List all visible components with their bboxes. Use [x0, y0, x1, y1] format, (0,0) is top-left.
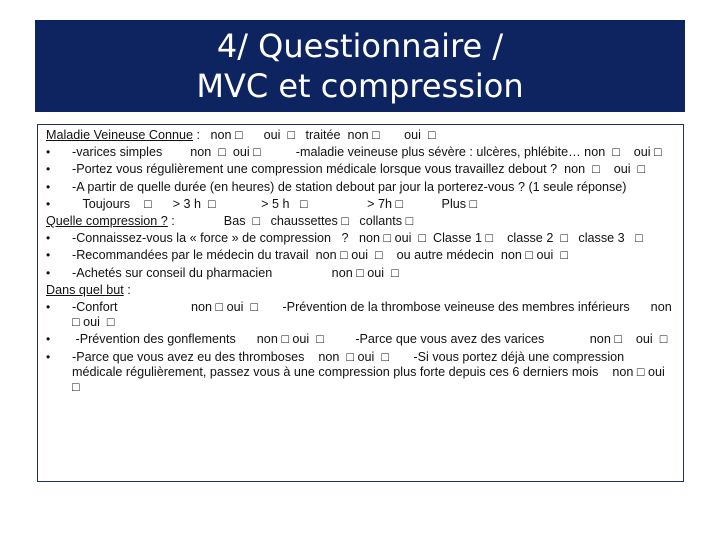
question-varices: [46, 145, 673, 160]
bullet-dot: •: [46, 162, 51, 177]
title-line-2: MVC et compression: [196, 67, 524, 105]
question-text: -varices simples non □ oui □ -maladie veineuse plus sévère : ulcères, phlébite… non □ oui □: [72, 145, 662, 160]
question-text: -Confort non □ oui □ -Prévention de la thrombose veineuse des membres inférieurs non □ oui □: [72, 300, 676, 330]
question-thromboses: [46, 350, 673, 396]
title-banner: [35, 20, 685, 112]
section-heading-label: Dans quel but: [46, 282, 124, 297]
questionnaire-box: [37, 124, 684, 482]
title-line-1: 4/ Questionnaire /: [216, 27, 504, 65]
section-heading-compression: [46, 214, 673, 229]
question-port-compression: [46, 162, 673, 177]
bullet-dot: •: [46, 231, 51, 246]
bullet-dot: •: [46, 145, 51, 160]
section-heading-label: Maladie Veineuse Connue: [46, 128, 194, 142]
bullet-dot: •: [46, 349, 51, 364]
bullet-dot: •: [46, 179, 51, 194]
question-text: -Prévention des gonflements non □ oui □ -Parce que vous avez des varices non □ oui □: [72, 332, 668, 347]
bullet-dot: •: [46, 196, 51, 211]
question-duree-options: [46, 197, 673, 212]
question-pharmacien: [46, 266, 673, 281]
bullet-dot: •: [46, 265, 51, 280]
question-text: -Parce que vous avez eu des thromboses non □ oui □ -Si vous portez déjà une compression médicale régulièrement, passez vous à une compression plus forte depuis ces 6 derniers mois non □ oui □: [72, 349, 672, 395]
question-text: -A partir de quelle durée (en heures) de station debout par jour la porterez-vous ? (1 seule réponse): [72, 179, 627, 194]
section-heading-label: Quelle compression ?: [46, 214, 168, 229]
question-recommandees: [46, 248, 673, 263]
question-confort: [46, 300, 676, 330]
question-text: Toujours □ > 3 h □ > 5 h □ > 7h □ Plus □: [72, 196, 478, 211]
heading-options: :: [123, 282, 131, 297]
bullet-dot: •: [46, 300, 51, 315]
section-heading-maladie: [46, 128, 673, 143]
bullet-dot: •: [46, 332, 51, 347]
question-text: -Achetés sur conseil du pharmacien non □ oui □: [72, 265, 399, 280]
question-duree: [46, 180, 673, 195]
question-text: -Portez vous régulièrement une compression médicale lorsque vous travaillez debout ? non □ oui □: [72, 162, 646, 177]
question-text: -Connaissez-vous la « force » de compression ? non □ oui □ Classe 1 □ classe 2 □ classe 3 □: [72, 231, 643, 246]
heading-options: : Bas □ chaussettes □ collants □: [167, 214, 414, 229]
bullet-dot: •: [46, 248, 51, 263]
section-heading-but: [46, 283, 673, 298]
heading-options: : non □ oui □ traitée non □ oui □: [193, 128, 436, 142]
question-force: [46, 231, 673, 246]
question-gonflements: [46, 332, 673, 347]
question-text: -Recommandées par le médecin du travail non □ oui □ ou autre médecin non □ oui □: [72, 248, 568, 263]
